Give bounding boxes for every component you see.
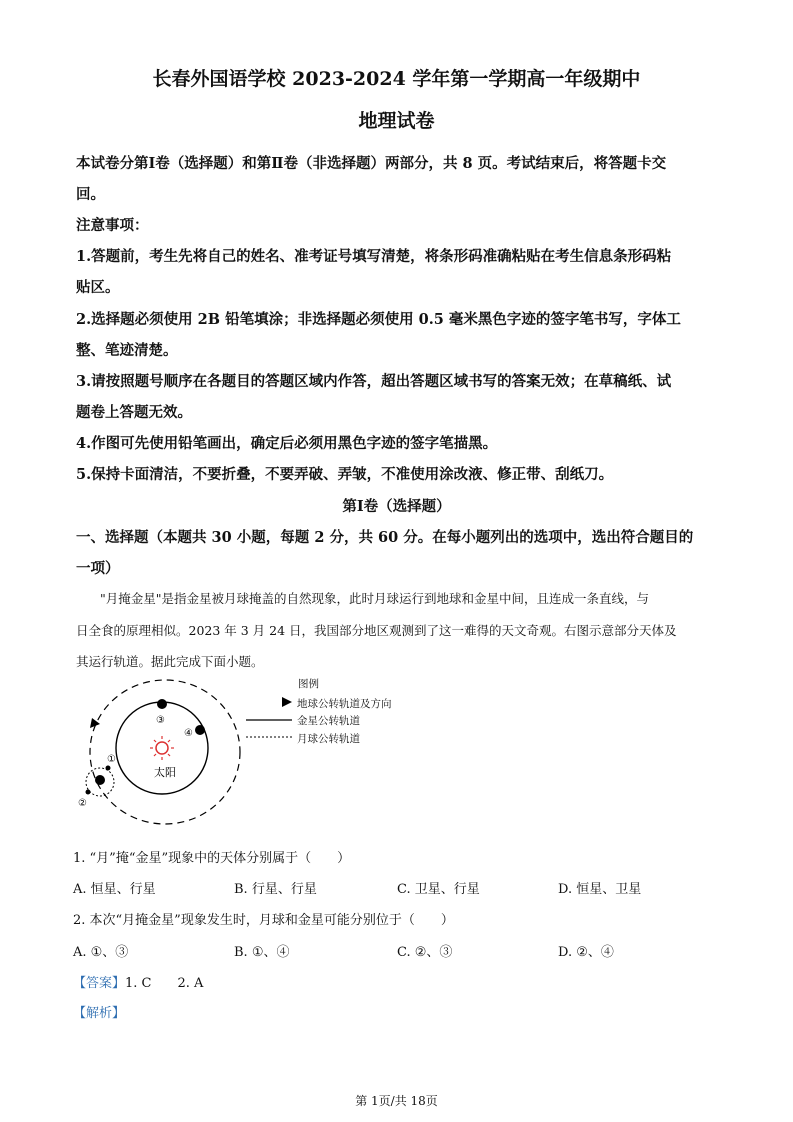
moon-position-2 — [86, 790, 91, 795]
passage-line-2: 日全食的原理相似。2023 年 3 月 24 日，我国部分地区观测到了这一难得的天文奇观。右图示意部分天体及 — [76, 623, 677, 638]
marker-3: ③ — [156, 715, 165, 726]
exam-title: 长春外国语学校 2023-2024 学年第一学期高一年级期中 — [152, 68, 641, 90]
legend-venus-orbit: 金星公转轨道 — [297, 715, 360, 727]
legend-arrow-icon — [282, 697, 292, 707]
marker-1: ① — [107, 754, 116, 765]
moon-position-1 — [106, 766, 111, 771]
passage-line-1: "月掩金星"是指金星被月球掩盖的自然现象，此时月球运行到地球和金星中间，且连成一条直线，与 — [100, 591, 650, 606]
note-2b: 整、笔迹清楚。 — [76, 342, 178, 359]
q1-option-d: D. 恒星、卫星 — [558, 882, 642, 897]
page-footer: 第 1页/共 18页 — [355, 1094, 438, 1108]
note-1a: 1.答题前，考生先将自己的姓名、准考证号填写清楚，将条形码准确粘贴在考生信息条形码粘 — [76, 248, 672, 265]
part-title: 第Ⅰ卷（选择题） — [342, 498, 451, 515]
marker-2: ② — [78, 798, 87, 809]
venus-position-3 — [157, 699, 167, 709]
q2-option-d: D. ②、④ — [558, 945, 614, 960]
q2-option-b: B. ①、④ — [234, 945, 290, 960]
passage-line-3: 其运行轨道。据此完成下面小题。 — [76, 654, 264, 669]
sun-icon — [150, 736, 174, 760]
exam-subtitle: 地理试卷 — [358, 110, 435, 132]
q1-option-b: B. 行星、行星 — [234, 882, 317, 897]
sun-label: 太阳 — [154, 766, 176, 779]
answer-label: 【答案】 — [73, 976, 126, 991]
note-2a: 2.选择题必须使用 2B 铅笔填涂；非选择题必须使用 0.5 毫米黑色字迹的签字笔书写，字体工 — [76, 311, 681, 328]
q1-option-c: C. 卫星、行星 — [397, 882, 480, 897]
answer-2: 2. A — [177, 976, 204, 991]
question-2-stem: 2. 本次“月掩金星”现象发生时，月球和金星可能分别位于（ ） — [73, 913, 454, 928]
note-3a: 3.请按照题号顺序在各题目的答题区域内作答，超出答题区域书写的答案无效；在草稿纸、试 — [76, 373, 672, 390]
legend-earth-orbit: 地球公转轨道及方向 — [297, 698, 392, 710]
section-heading-a: 一、选择题（本题共 30 小题，每题 2 分，共 60 分。在每小题列出的选项中，选出符合题目的 — [76, 529, 694, 546]
legend-moon-orbit: 月球公转轨道 — [297, 733, 360, 745]
venus-position-4 — [195, 725, 205, 735]
intro-line-1: 本试卷分第Ⅰ卷（选择题）和第Ⅱ卷（非选择题）两部分，共 8 页。考试结束后，将答题卡交 — [76, 155, 667, 172]
marker-4: ④ — [184, 728, 193, 739]
note-1b: 贴区。 — [76, 279, 120, 296]
notes-heading: 注意事项： — [76, 217, 149, 234]
analysis-label: 【解析】 — [73, 1006, 126, 1021]
note-4: 4.作图可先使用铅笔画出，确定后必须用黑色字迹的签字笔描黑。 — [76, 435, 498, 452]
intro-line-2: 回。 — [76, 186, 105, 203]
answer-row — [73, 972, 203, 991]
section-heading-b: 一项） — [76, 560, 120, 577]
q2-option-c: C. ②、③ — [397, 945, 453, 960]
question-1-stem: 1. “月”掩“金星”现象中的天体分别属于（ ） — [73, 851, 351, 866]
q2-option-a: A. ①、③ — [73, 945, 129, 960]
answer-1: 1. C — [125, 976, 152, 991]
legend-symbols — [246, 694, 296, 746]
legend-title: 图例 — [298, 678, 319, 690]
note-5: 5.保持卡面清洁，不要折叠，不要弄破、弄皱，不准使用涂改液、修正带、刮纸刀。 — [76, 466, 614, 483]
note-3b: 题卷上答题无效。 — [76, 404, 192, 421]
earth — [95, 775, 105, 785]
q1-option-a: A. 恒星、行星 — [73, 882, 156, 897]
